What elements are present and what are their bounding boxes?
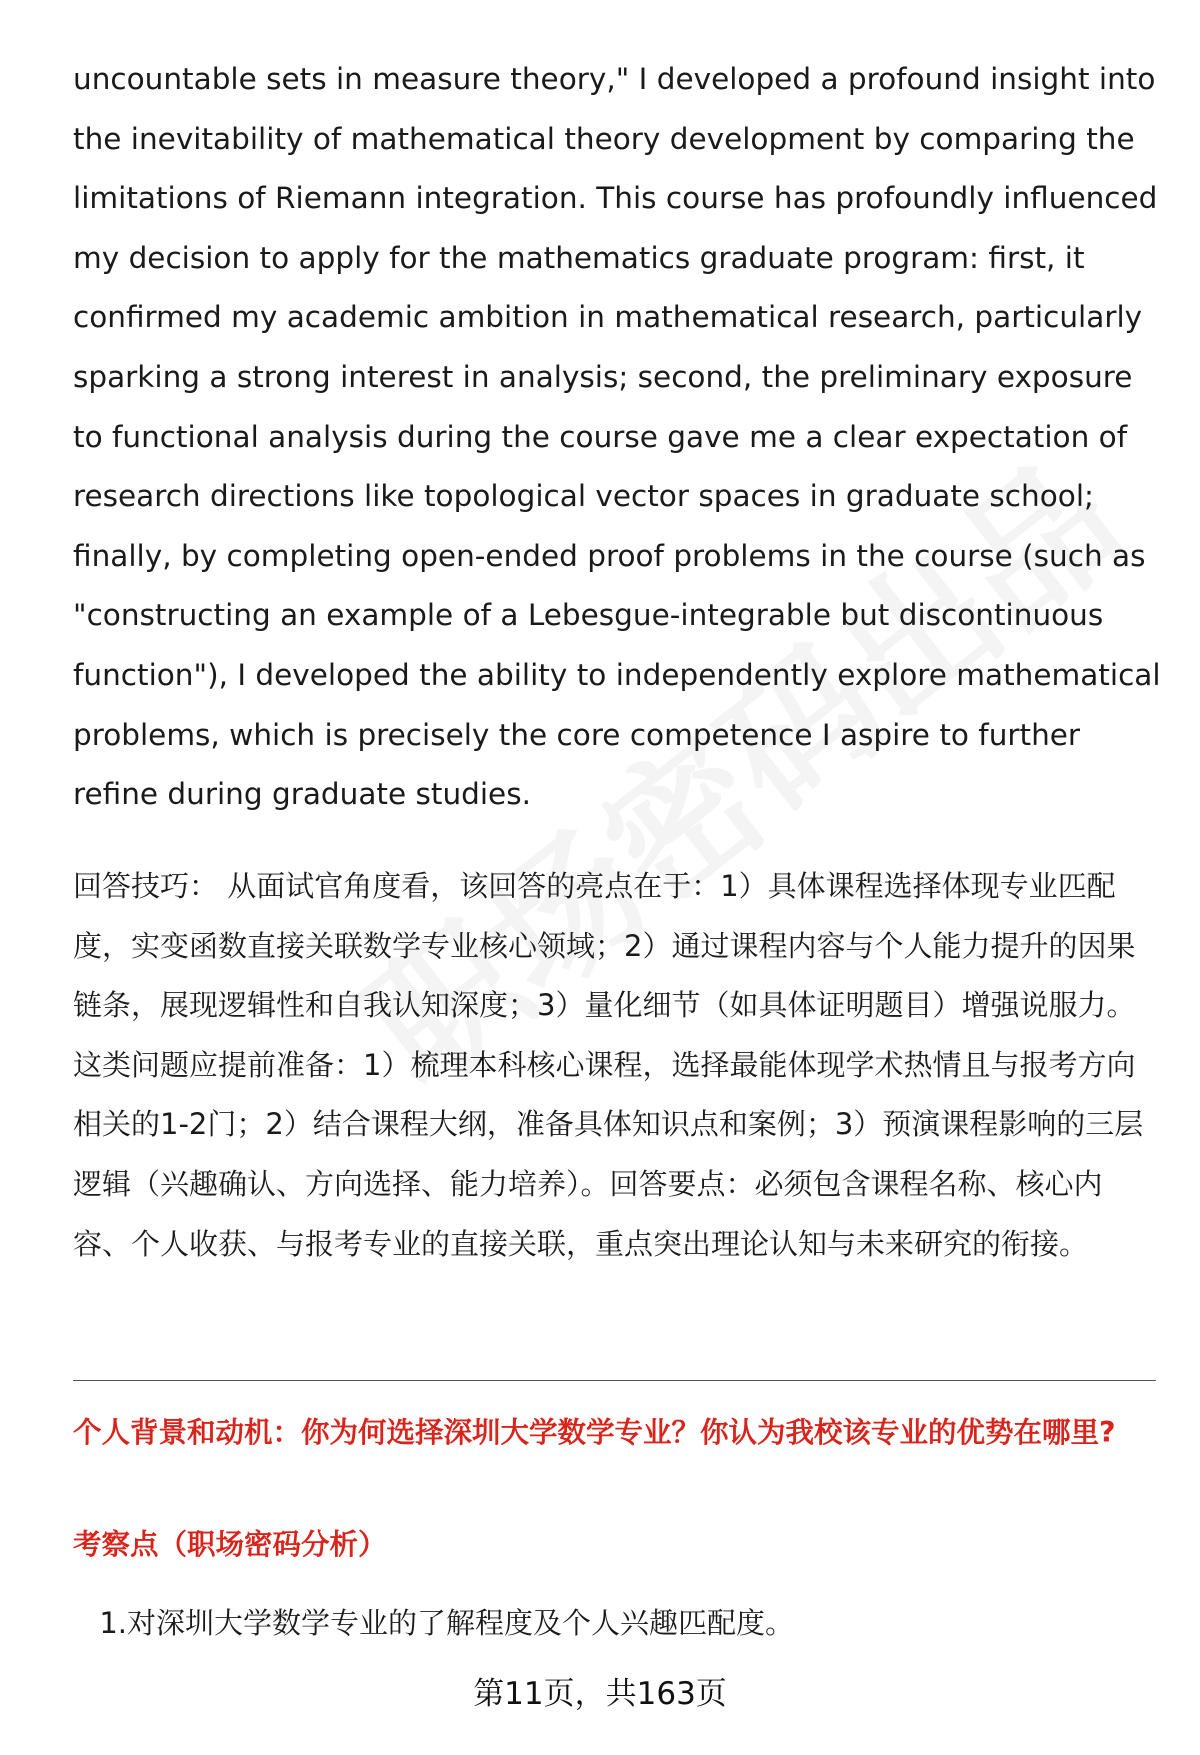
answer-tips-paragraph: 回答技巧： 从面试官角度看，该回答的亮点在于：1）具体课程选择体现专业匹配度，实变函数直接关联数学专业核心领域；2）通过课程内容与个人能力提升的因果链条，展现逻辑性和自我认知深度；3）量化细节（如具体证明题目）增强说服力。这类问题应提前准备：1）梳理本科核心课程，选择最能体现学术热情且与报考方向相关的1-2门；2）结合课程大纲，准备具体知识点和案例；3）预演课程影响的三层逻辑（兴趣确认、方向选择、能力培养）。回答要点：必须包含课程名称、核心内容、个人收获、与报考专业的直接关联，重点突出理论认知与未来研究的衔接。 xyxy=(73,869,1144,1261)
page-number: 第11页，共163页 xyxy=(473,1676,727,1712)
english-answer-paragraph: uncountable sets in measure theory," I developed a profound insight into the inevitability of mathematical theory development by comparing the limitations of Riemann integration. This course has profoundly influenced my decision to apply for the mathematics graduate program: first, it confirmed my academic ambition in mathematical research, particularly sparking a strong interest in analysis; second, the preliminary exposure to functional analysis during the course gave me a clear expectation of research directions like topological vector spaces in graduate school; finally, by completing open-ended proof problems in the course (such as "constructing an example of a Lebesgue-integrable but discontinuous function"), I developed the ability to independently explore mathematical problems, which is precisely the core competence I aspire to further refine during graduate studies. xyxy=(73,62,1161,812)
list-item-number: 1. xyxy=(99,1606,127,1640)
analysis-list xyxy=(73,1600,794,1646)
section-divider xyxy=(73,1380,1156,1381)
list-item-text: 对深圳大学数学专业的了解程度及个人兴趣匹配度。 xyxy=(127,1606,795,1640)
list-item xyxy=(73,1600,794,1646)
analysis-heading: 考察点（职场密码分析） xyxy=(73,1528,387,1561)
question-heading: 个人背景和动机：你为何选择深圳大学数学专业？你认为我校该专业的优势在哪里? xyxy=(73,1416,1116,1449)
